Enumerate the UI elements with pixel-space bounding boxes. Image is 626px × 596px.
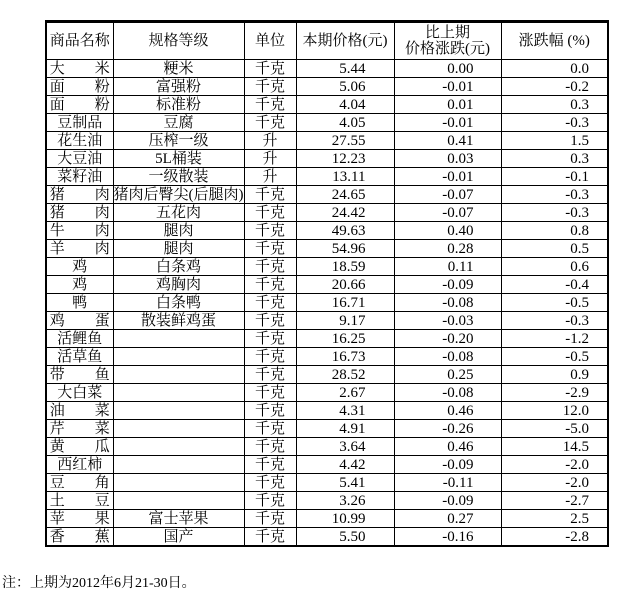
cell-unit: 千克	[244, 222, 296, 240]
cell-pct: 0.6	[501, 258, 608, 276]
cell-change: 0.40	[394, 222, 501, 240]
cell-pct: 0.5	[501, 240, 608, 258]
cell-name: 鸭	[46, 294, 113, 312]
cell-pct: 0.8	[501, 222, 608, 240]
cell-spec	[113, 474, 244, 492]
cell-spec: 标准粉	[113, 96, 244, 114]
cell-spec: 白条鸡	[113, 258, 244, 276]
cell-pct: -0.3	[501, 312, 608, 330]
cell-unit: 千克	[244, 384, 296, 402]
cell-change: -0.03	[394, 312, 501, 330]
cell-name: 大 米	[46, 60, 113, 78]
cell-pct: 0.3	[501, 150, 608, 168]
cell-spec: 猪肉后臀尖(后腿肉)	[113, 186, 244, 203]
cell-unit: 千克	[244, 114, 296, 132]
price-table	[45, 20, 609, 547]
cell-name: 油 菜	[46, 402, 113, 420]
table-row	[46, 528, 608, 547]
header-spec: 规格等级	[113, 22, 244, 60]
table-row	[46, 132, 608, 150]
cell-price: 24.65	[296, 186, 394, 204]
cell-spec	[113, 366, 244, 384]
cell-price: 5.06	[296, 78, 394, 96]
cell-change: -0.20	[394, 330, 501, 348]
cell-pct: -2.9	[501, 384, 608, 402]
cell-change: -0.07	[394, 186, 501, 204]
cell-name: 羊 肉	[46, 240, 113, 258]
cell-pct: -0.2	[501, 78, 608, 96]
cell-change: -0.01	[394, 168, 501, 186]
cell-spec: 粳米	[113, 60, 244, 78]
cell-unit: 千克	[244, 420, 296, 438]
cell-unit: 千克	[244, 348, 296, 366]
cell-price: 3.26	[296, 492, 394, 510]
header-price: 本期价格(元)	[296, 22, 394, 60]
cell-price: 4.42	[296, 456, 394, 474]
cell-change: -0.11	[394, 474, 501, 492]
cell-change: -0.01	[394, 78, 501, 96]
cell-change: -0.08	[394, 348, 501, 366]
cell-name: 芹 菜	[46, 420, 113, 438]
cell-change: 0.25	[394, 366, 501, 384]
cell-pct: 2.5	[501, 510, 608, 528]
table-row	[46, 60, 608, 78]
cell-price: 16.73	[296, 348, 394, 366]
cell-pct: -2.0	[501, 474, 608, 492]
cell-name: 西红柿	[46, 456, 113, 474]
cell-price: 49.63	[296, 222, 394, 240]
cell-pct: -0.5	[501, 294, 608, 312]
cell-change: -0.07	[394, 204, 501, 222]
cell-pct: -0.3	[501, 186, 608, 204]
cell-spec: 鸡胸肉	[113, 276, 244, 294]
cell-change: -0.26	[394, 420, 501, 438]
cell-unit: 千克	[244, 330, 296, 348]
cell-unit: 千克	[244, 204, 296, 222]
table-row	[46, 186, 608, 204]
cell-name: 土 豆	[46, 492, 113, 510]
table-row	[46, 222, 608, 240]
cell-price: 24.42	[296, 204, 394, 222]
cell-price: 20.66	[296, 276, 394, 294]
cell-name: 面 粉	[46, 78, 113, 96]
cell-change: 0.27	[394, 510, 501, 528]
cell-spec: 富士苹果	[113, 510, 244, 528]
cell-unit: 千克	[244, 402, 296, 420]
table-row	[46, 348, 608, 366]
cell-name: 菜籽油	[46, 168, 113, 186]
table-header	[46, 22, 608, 60]
header-change-line1: 比上期	[424, 25, 470, 41]
cell-pct: -2.7	[501, 492, 608, 510]
cell-name: 牛 肉	[46, 222, 113, 240]
table-row	[46, 294, 608, 312]
cell-price: 54.96	[296, 240, 394, 258]
cell-spec: 腿肉	[113, 240, 244, 258]
table-row	[46, 312, 608, 330]
cell-name: 香 蕉	[46, 528, 113, 547]
cell-spec: 豆腐	[113, 114, 244, 132]
cell-price: 13.11	[296, 168, 394, 186]
cell-pct: -1.2	[501, 330, 608, 348]
table-row	[46, 420, 608, 438]
cell-spec: 五花肉	[113, 204, 244, 222]
cell-price: 5.44	[296, 60, 394, 78]
table-row	[46, 510, 608, 528]
cell-spec	[113, 402, 244, 420]
cell-name: 带 鱼	[46, 366, 113, 384]
cell-price: 3.64	[296, 438, 394, 456]
table-row	[46, 114, 608, 132]
cell-unit: 千克	[244, 96, 296, 114]
cell-unit: 千克	[244, 366, 296, 384]
cell-name: 豆制品	[46, 114, 113, 132]
cell-unit: 升	[244, 150, 296, 168]
cell-price: 28.52	[296, 366, 394, 384]
cell-unit: 升	[244, 168, 296, 186]
cell-name: 面 粉	[46, 96, 113, 114]
cell-price: 16.25	[296, 330, 394, 348]
cell-unit: 千克	[244, 312, 296, 330]
cell-pct: -0.4	[501, 276, 608, 294]
cell-spec	[113, 384, 244, 402]
cell-name: 豆 角	[46, 474, 113, 492]
table-row	[46, 438, 608, 456]
cell-pct: -0.5	[501, 348, 608, 366]
cell-spec: 腿肉	[113, 222, 244, 240]
table-row	[46, 78, 608, 96]
cell-pct: 0.9	[501, 366, 608, 384]
cell-price: 27.55	[296, 132, 394, 150]
cell-unit: 千克	[244, 294, 296, 312]
table-row	[46, 492, 608, 510]
cell-spec	[113, 456, 244, 474]
cell-name: 鸡	[46, 258, 113, 276]
cell-unit: 千克	[244, 276, 296, 294]
cell-change: 0.01	[394, 96, 501, 114]
cell-spec	[113, 438, 244, 456]
cell-price: 4.31	[296, 402, 394, 420]
cell-name: 猪 肉	[46, 186, 113, 204]
cell-name: 猪 肉	[46, 204, 113, 222]
cell-change: -0.16	[394, 528, 501, 547]
cell-name: 大白菜	[46, 384, 113, 402]
cell-spec: 富强粉	[113, 78, 244, 96]
cell-unit: 千克	[244, 456, 296, 474]
cell-price: 4.04	[296, 96, 394, 114]
cell-change: -0.09	[394, 492, 501, 510]
cell-spec	[113, 348, 244, 366]
cell-unit: 千克	[244, 528, 296, 547]
table-row	[46, 330, 608, 348]
table-row	[46, 258, 608, 276]
cell-pct: -2.8	[501, 528, 608, 547]
cell-change: 0.46	[394, 438, 501, 456]
cell-unit: 千克	[244, 258, 296, 276]
cell-unit: 千克	[244, 240, 296, 258]
cell-pct: 0.0	[501, 60, 608, 78]
cell-pct: 14.5	[501, 438, 608, 456]
cell-price: 16.71	[296, 294, 394, 312]
cell-spec: 白条鸭	[113, 294, 244, 312]
cell-pct: -5.0	[501, 420, 608, 438]
cell-name: 活草鱼	[46, 348, 113, 366]
cell-spec: 国产	[113, 528, 244, 547]
cell-price: 4.05	[296, 114, 394, 132]
header-change	[394, 22, 501, 60]
cell-change: 0.03	[394, 150, 501, 168]
table-row	[46, 240, 608, 258]
cell-unit: 升	[244, 132, 296, 150]
cell-price: 12.23	[296, 150, 394, 168]
cell-pct: 12.0	[501, 402, 608, 420]
cell-pct: 0.3	[501, 96, 608, 114]
cell-unit: 千克	[244, 492, 296, 510]
cell-spec	[113, 492, 244, 510]
table-row	[46, 384, 608, 402]
cell-unit: 千克	[244, 510, 296, 528]
table-row	[46, 402, 608, 420]
cell-change: 0.11	[394, 258, 501, 276]
cell-unit: 千克	[244, 78, 296, 96]
cell-change: -0.09	[394, 276, 501, 294]
cell-name: 鸡	[46, 276, 113, 294]
table-row	[46, 150, 608, 168]
cell-spec: 压榨一级	[113, 132, 244, 150]
cell-change: -0.01	[394, 114, 501, 132]
cell-pct: 1.5	[501, 132, 608, 150]
table-row	[46, 276, 608, 294]
cell-price: 9.17	[296, 312, 394, 330]
table-row	[46, 168, 608, 186]
table-body	[46, 60, 608, 547]
cell-pct: -2.0	[501, 456, 608, 474]
cell-spec: 一级散装	[113, 168, 244, 186]
cell-change: -0.08	[394, 384, 501, 402]
cell-price: 5.50	[296, 528, 394, 547]
footnote: 注：上期为2012年6月21-30日。	[2, 576, 196, 591]
cell-change: 0.28	[394, 240, 501, 258]
header-pct: 涨跌幅 (%)	[501, 22, 608, 60]
header-row	[46, 22, 608, 60]
cell-name: 黄 瓜	[46, 438, 113, 456]
cell-name: 花生油	[46, 132, 113, 150]
cell-name: 活鲤鱼	[46, 330, 113, 348]
cell-unit: 千克	[244, 438, 296, 456]
cell-price: 4.91	[296, 420, 394, 438]
header-product: 商品名称	[46, 22, 113, 60]
cell-price: 2.67	[296, 384, 394, 402]
cell-price: 18.59	[296, 258, 394, 276]
cell-unit: 千克	[244, 474, 296, 492]
cell-spec	[113, 330, 244, 348]
cell-name: 大豆油	[46, 150, 113, 168]
cell-pct: -0.3	[501, 204, 608, 222]
cell-name: 鸡 蛋	[46, 312, 113, 330]
cell-change: -0.09	[394, 456, 501, 474]
cell-price: 10.99	[296, 510, 394, 528]
cell-spec: 散装鲜鸡蛋	[113, 312, 244, 330]
cell-change: -0.08	[394, 294, 501, 312]
cell-unit: 千克	[244, 60, 296, 78]
cell-unit: 千克	[244, 186, 296, 204]
header-change-line2: 价格涨跌(元)	[405, 41, 490, 57]
table-row	[46, 96, 608, 114]
table-row	[46, 366, 608, 384]
cell-spec: 5L桶装	[113, 150, 244, 168]
table-row	[46, 204, 608, 222]
cell-change: 0.41	[394, 132, 501, 150]
cell-change: 0.46	[394, 402, 501, 420]
cell-change: 0.00	[394, 60, 501, 78]
table-row	[46, 474, 608, 492]
cell-name: 苹 果	[46, 510, 113, 528]
cell-spec	[113, 420, 244, 438]
table-row	[46, 456, 608, 474]
cell-pct: -0.3	[501, 114, 608, 132]
cell-pct: -0.1	[501, 168, 608, 186]
cell-price: 5.41	[296, 474, 394, 492]
header-unit: 单位	[244, 22, 296, 60]
